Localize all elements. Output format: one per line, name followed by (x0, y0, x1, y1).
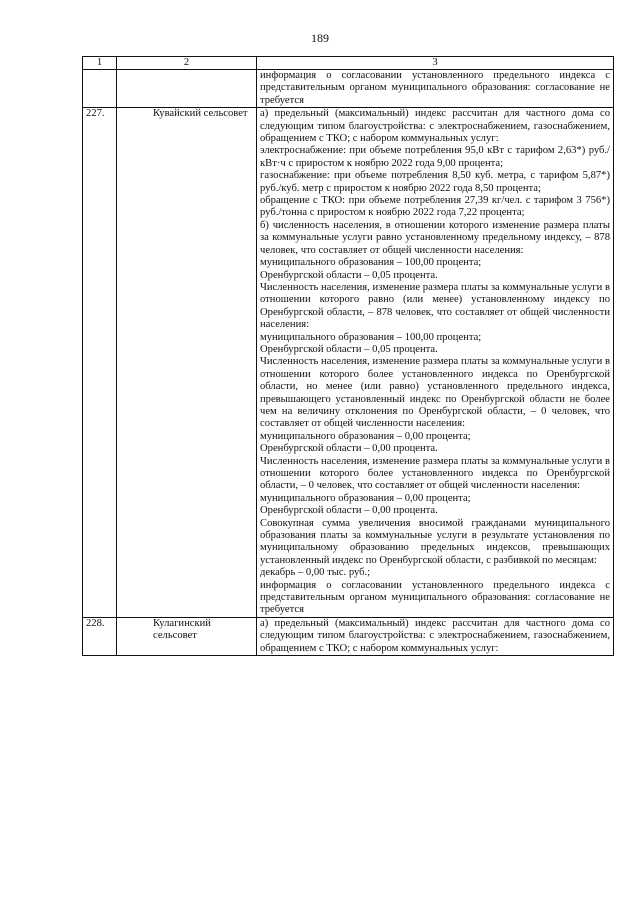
text-line: а) предельный (максимальный) индекс рассчитан для частного дома со следующим типом благоустройства: с электроснабжением, газоснабжением, обращением с ТКО; с набором коммунальных услуг: (260, 617, 610, 654)
header-col-2: 2 (117, 57, 257, 70)
row-text (257, 70, 614, 108)
row-name (117, 70, 257, 108)
text-line: информация о согласовании установленного предельного индекса с представительным органом муниципального образования: согласование не требуется (260, 70, 610, 106)
text-line: обращение с ТКО: при объеме потребления 27,39 кг/чел. с тарифом 3 756*) руб./тонна с приростом к ноябрю 2022 года 7,22 процента; (260, 195, 610, 219)
table-header-row (83, 57, 614, 70)
text-line: декабрь – 0,00 тыс. руб.; (260, 567, 371, 579)
text-line: Оренбургской области – 0,05 процента. (260, 269, 438, 281)
row-number: 227. (83, 108, 117, 618)
text-line: Численность населения, изменение размера платы за коммунальные услуги в отношении которого более установленного индекса по Оренбургской области, – 0 человек, что составляет от общей численности населения: (260, 455, 610, 492)
text-line: Оренбургской области – 0,05 процента. (260, 343, 438, 355)
table-row (83, 70, 614, 108)
text-line: муниципального образования – 100,00 процента; (260, 331, 482, 343)
text-line: Совокупная сумма увеличения вносимой гражданами муниципального образования платы за коммунальные услуги в результате установления по муниципальному образованию предельных индексов, превышающих установленный индекс по Оренбургской области, с разбивкой по месяцам: (260, 517, 610, 566)
text-line: Численность населения, изменение размера платы за коммунальные услуги в отношении которого равно (или менее) установленному индексу по Оренбургской области, – 878 человек, что составляет от общей численности населения: (260, 281, 610, 331)
row-name: Кувайский сельсовет (117, 108, 257, 618)
header-col-1: 1 (83, 57, 117, 70)
text-line: муниципального образования – 0,00 процента; (260, 492, 471, 504)
row-name: Кулагинский сельсовет (117, 617, 257, 655)
row-text (257, 108, 614, 618)
text-line: Численность населения, изменение размера платы за коммунальные услуги в отношении которого более установленного индекса по Оренбургской области, но менее (или равно) установленного предельного индекса, превышающего установленный индекс по Оренбургской области не более чем на величину отклонения по Оренбургской области, – 0 человек, что составляет от общей численности населения: (260, 356, 610, 430)
header-col-3: 3 (257, 57, 614, 70)
text-line: муниципального образования – 100,00 процента; (260, 257, 482, 269)
table-row (83, 108, 614, 618)
text-line: а) предельный (максимальный) индекс рассчитан для частного дома со следующим типом благоустройства: с электроснабжением, газоснабжением, обращением с ТКО; с набором коммунальных услуг: (260, 108, 610, 145)
text-line: Оренбургской области – 0,00 процента. (260, 443, 438, 455)
text-line: б) численность населения, в отношении которого изменение размера платы за коммунальные услуги равно установленному предельному индексу, – 878 человек, что составляет от общей численности населения: (260, 219, 610, 256)
page-number: 189 (311, 31, 329, 45)
table-row (83, 617, 614, 655)
text-line: информация о согласовании установленного предельного индекса с представительным органом муниципального образования: согласование не требуется (260, 579, 610, 616)
row-number: 228. (83, 617, 117, 655)
text-line: газоснабжение: при объеме потребления 8,50 куб. метра, с тарифом 5,87*) руб./куб. метр с приростом к ноябрю 2022 года 8,50 процента; (260, 170, 610, 194)
document-table (82, 56, 614, 656)
row-number (83, 70, 117, 108)
row-text (257, 617, 614, 655)
text-line: электроснабжение: при объеме потребления 95,0 кВт с тарифом 2,63*) руб./кВт·ч с приростом к ноябрю 2022 года 9,00 процента; (260, 145, 610, 169)
text-line: муниципального образования – 0,00 процента; (260, 430, 471, 442)
text-line: Оренбургской области – 0,00 процента. (260, 505, 438, 517)
